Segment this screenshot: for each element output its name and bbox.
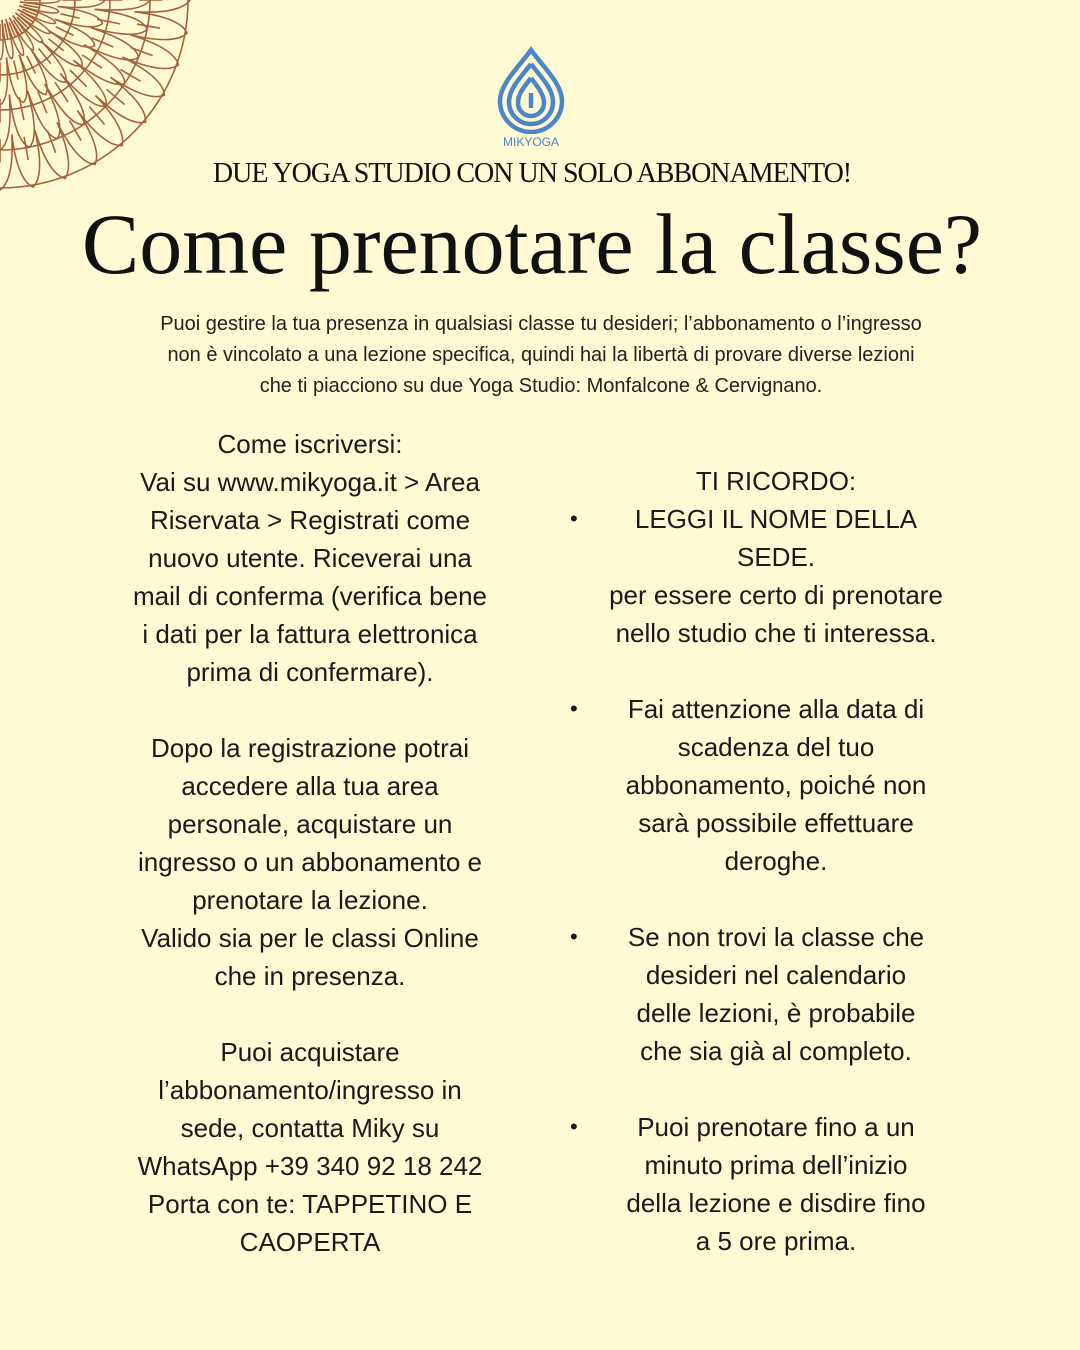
text-line: mail di conferma (verifica bene [132, 581, 488, 611]
line-text: sarà possibile effettuare [638, 808, 914, 838]
line-text: Fai attenzione alla data di [627, 694, 925, 724]
bullet-icon: • [570, 696, 578, 721]
text-line: Valido sia per le classi Online [141, 923, 479, 953]
text-line [560, 1070, 992, 1108]
line-text: deroghe. [724, 846, 828, 876]
text-line [560, 1032, 992, 1070]
text-line [560, 652, 992, 690]
text-line: ingresso o un abbonamento e [137, 847, 483, 877]
text-line: prima di confermare). [186, 657, 434, 687]
bullet-icon: • [570, 924, 578, 949]
line-text: a 5 ore prima. [695, 1226, 857, 1256]
text-line: sede, contatta Miky su [180, 1113, 440, 1143]
mikyoga-logo-icon [496, 46, 566, 134]
bullet-icon: • [570, 506, 578, 531]
text-line: che in presenza. [214, 961, 406, 991]
text-line: personale, acquistare un [167, 809, 453, 839]
text-line: l’abbonamento/ingresso in [158, 1075, 462, 1105]
line-text: SEDE. [736, 542, 816, 572]
text-line: Come iscriversi: [217, 429, 403, 459]
text-line: Riservata > Registrati come [149, 505, 471, 535]
text-line [60, 691, 560, 729]
bullet-icon: • [570, 1114, 578, 1139]
logo-text: MIKYOGA [502, 135, 559, 149]
line-text: desideri nel calendario [645, 960, 907, 990]
subtitle: DUE YOGA STUDIO CON UN SOLO ABBONAMENTO! [212, 158, 852, 189]
text-line [560, 728, 992, 766]
text-line: CAOPERTA [239, 1227, 381, 1257]
text-line [560, 1222, 992, 1260]
page-title: Come prenotare la classe? [81, 196, 983, 292]
text-line [560, 462, 992, 500]
text-line: Porta con te: TAPPETINO E [147, 1189, 473, 1219]
intro-line: che ti piacciono su due Yoga Studio: Monfalcone & Cervignano. [259, 375, 823, 397]
text-line: nuovo utente. Riceverai una [148, 543, 472, 573]
text-line [560, 804, 992, 842]
text-line [560, 994, 992, 1032]
text-line: accedere alla tua area [181, 771, 439, 801]
bullet-item [560, 500, 992, 538]
line-text: che sia già al completo. [640, 1036, 912, 1066]
text-line [560, 1146, 992, 1184]
line-text: per essere certo di prenotare [609, 580, 943, 610]
intro-paragraph [60, 309, 1022, 402]
intro-line: non è vincolato a una lezione specifica, quindi hai la libertà di provare diverse lezioni [167, 344, 915, 366]
line-text: abbonamento, poiché non [625, 770, 927, 800]
text-line [560, 538, 992, 576]
text-line: WhatsApp +39 340 92 18 242 [137, 1151, 483, 1181]
text-line [560, 880, 992, 918]
line-text: delle lezioni, è probabile [636, 998, 916, 1028]
how-to-register-column [60, 425, 560, 1261]
text-line: Puoi acquistare [220, 1037, 400, 1067]
line-text: TI RICORDO: [695, 466, 857, 496]
text-line [560, 614, 992, 652]
line-text: Se non trovi la classe che [627, 922, 925, 952]
text-line: i dati per la fattura elettronica [142, 619, 478, 649]
text-line: Vai su www.mikyoga.it > Area [140, 467, 480, 497]
text-line [560, 956, 992, 994]
intro-line: Puoi gestire la tua presenza in qualsiasi classe tu desideri; l’abbonamento o l’ingresso [160, 313, 922, 335]
reminders-column [560, 462, 992, 1260]
line-text: LEGGI IL NOME DELLA [634, 504, 918, 534]
text-line [60, 995, 560, 1033]
line-text: nello studio che ti interessa. [615, 618, 937, 648]
line-text: Puoi prenotare fino a un [637, 1112, 915, 1142]
line-text: minuto prima dell’inizio [644, 1150, 908, 1180]
text-line [560, 766, 992, 804]
text-line: Dopo la registrazione potrai [151, 733, 469, 763]
line-text: scadenza del tuo [677, 732, 875, 762]
line-text: della lezione e disdire fino [626, 1188, 926, 1218]
bullet-item [560, 918, 992, 956]
text-line [560, 1184, 992, 1222]
text-line: prenotare la lezione. [192, 885, 428, 915]
text-line [560, 842, 992, 880]
text-line [560, 576, 992, 614]
bullet-item [560, 690, 992, 728]
bullet-item [560, 1108, 992, 1146]
